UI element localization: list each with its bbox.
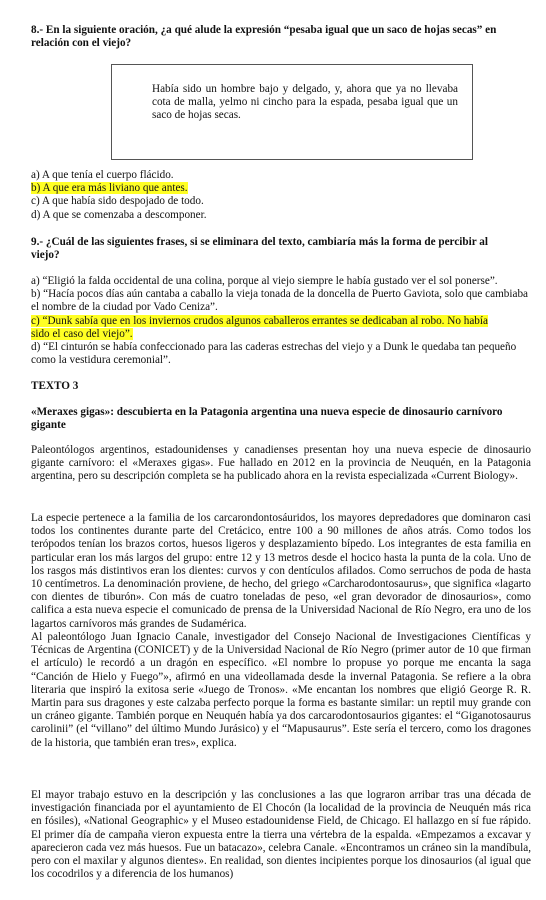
texto3-label: TEXTO 3 [31, 380, 79, 392]
highlighted-answer: c) “Dunk sabía que en los inviernos crudos algunos caballeros errantes se dedicaban al robo. No había [31, 314, 488, 327]
question-9-heading [31, 236, 531, 262]
highlighted-answer: b) A que era más liviano que antes. [31, 182, 188, 195]
question-8-heading-line: 8.- En la siguiente oración, ¿a qué alude la expresión “pesaba igual que un saco de hojas secas” en [31, 24, 497, 36]
article-paragraph: Paleontólogos argentinos, estadounidenses y canadienses presentan hoy una nueva especie de dinosaurio gigante carnívoro: el «Meraxes gigas». Fue hallado en 2012 en la provincia de Neuquén, en la Patagonia argentina, pero su descripción completa se ha publicado ahora en la revista especializada «Current Biology». [31, 444, 531, 483]
question-8-heading-line: relación con el viejo? [31, 37, 132, 50]
quote-text: Había sido un hombre bajo y delgado, y, ahora que ya no llevaba cota de malla, yelmo ni cincho para la espada, pesaba igual que un saco de hojas secas. [152, 83, 458, 122]
question-8-options [31, 169, 531, 222]
option-a: a) “Eligió la falda occidental de una colina, porque al viejo siempre le había gustado ver el sol ponerse”. [31, 275, 498, 287]
quote-box [111, 64, 473, 160]
highlighted-answer: sido el caso del viejo”. [31, 327, 133, 340]
question-9-heading-line: viejo? [31, 249, 60, 262]
option-b [31, 182, 531, 195]
option-d: d) A que se comenzaba a descomponer. [31, 208, 207, 221]
article-title: «Meraxes gigas»: descubierta en la Patagonia argentina una nueva especie de dinosaurio carnívoro gigante [31, 406, 503, 432]
article-paragraph: El mayor trabajo estuvo en la descripción y las conclusiones a las que lograron arribar tras una década de investigación financiada por el ayuntamiento de El Chocón (la localidad de la provincia de Neuquén más rica en fósiles), «National Geographic» y el Museo estadounidense Field, de Chicago. El hallazgo en sí fue rápido. El primer día de campaña vieron expuesta entre la tierra una vértebra de la espalda. «Empezamos a excavar y aparecieron cada vez más huesos. Fue un batacazo», celebra Canale. «Encontramos un cráneo sin la mandíbula, pero con el maxilar y algunos dientes». En realidad, son dientes incipientes porque los dinosaurios (al igual que los cocodrilos y a diferencia de los humanos) [31, 789, 531, 881]
question-9-options [31, 275, 531, 367]
article-paragraph: La especie pertenece a la familia de los carcarondontosáuridos, los mayores depredadores que dominaron casi todos los continentes durante parte del Cretácico, entre 100 a 90 millones de años atrás. Como todos los terópodos tenían los brazos cortos, huesos ligeros y desplazamiento bípedo. Los integrantes de esta familia en particular eran los más largos del grupo: entre 12 y 13 metros desde el hocico hasta la punta de la cola. Uno de los rasgos más distintivos eran los dientes: curvos y con dentículos afilados. Como serruchos de poda de hasta 10 centímetros. La denominación proviene, de hecho, del griego «Carcharodontosaurus», que significa «lagarto con dientes de tiburón». Con más de cuatro toneladas de peso, «el gran devorador de dinosaurios», como califica a esta nueva especie el comunicado de prensa de la Universidad Nacional de Río Negro, era uno de los lagartos carnívoros más grandes de Sudamérica. [31, 512, 531, 630]
article-paragraph: Al paleontólogo Juan Ignacio Canale, investigador del Consejo Nacional de Investigaciones Científicas y Técnicas de Argentina (CONICET) y de la Universidad Nacional de Río Negro (primer autor de 10 que firman el artículo) le recordó a un dragón en específico. «El nombre lo propuse yo porque me encanta la saga “Canción de Hielo y Fuego”», afirmó en una videollamada desde la invernal Patagonia. Se refiere a la obra literaria que inspiró la exitosa serie «Juego de Tronos». «Me encantan los nombres que eligió George R. R. Martin para sus dragones y este calzaba perfecto porque la forma es bastante similar: un reptil muy grande con un cráneo gigante. También porque en Neuquén había ya dos carcarodontosaurios gigantes: el “Giganotosaurus carolinii” (el “villano” del último Mundo Jurásico) y el “Mapusaurus”. Este sería el tercero, como los dragones de la historia, que también eran tres», explica. [31, 631, 531, 749]
option-a: a) A que tenía el cuerpo flácido. [31, 169, 174, 181]
question-9-heading-line: 9.- ¿Cuál de las siguientes frases, si se eliminara del texto, cambiaría más la forma de percibir al [31, 236, 488, 248]
option-c: c) A que había sido despojado de todo. [31, 195, 204, 208]
option-d: d) “El cinturón se había confeccionado para las caderas estrechas del viejo y a Dunk le quedaba tan pequeño como la vestidura ceremonial”. [31, 341, 517, 367]
question-8-heading [31, 24, 531, 50]
option-b: b) “Hacía pocos días aún cantaba a caballo la vieja tonada de la doncella de Puerto Gaviota, solo que cambiaba el nombre de la ciudad por Vado Ceniza”. [31, 288, 529, 314]
option-c [31, 315, 531, 341]
